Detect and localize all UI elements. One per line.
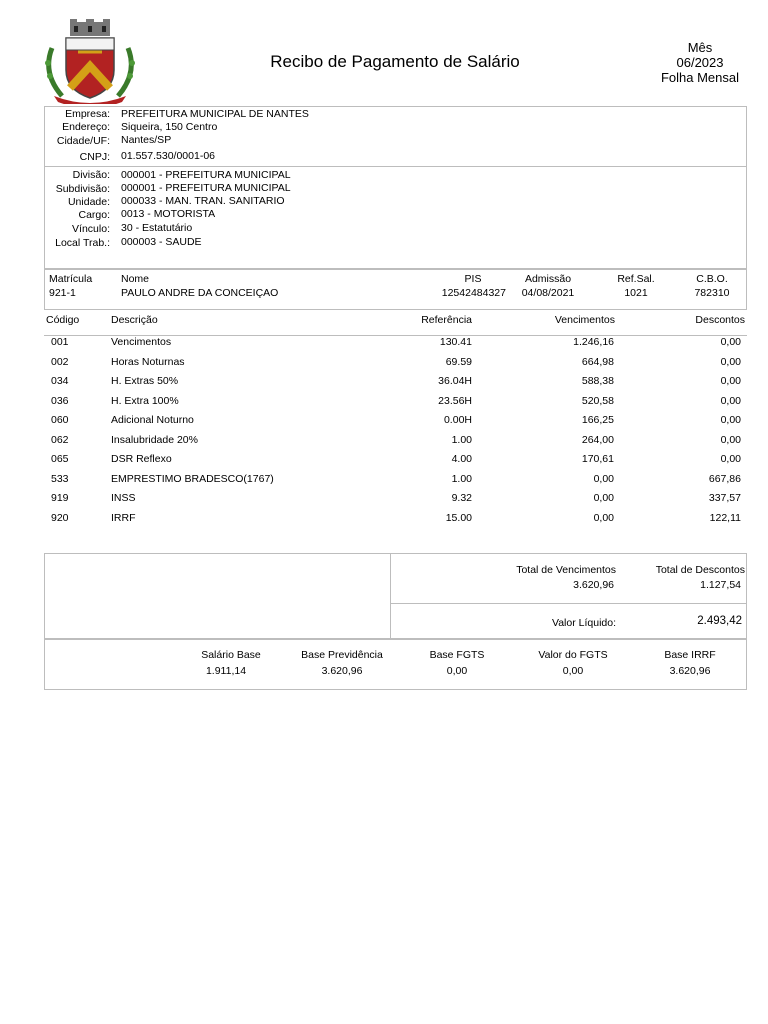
pis-value: 12542484327 xyxy=(441,287,506,299)
total-deductions-value: 1.127,54 xyxy=(700,579,741,591)
item-earnings: 0,00 xyxy=(593,472,614,485)
city-label: Cidade/UF: xyxy=(56,135,110,147)
job-label: Cargo: xyxy=(78,209,110,221)
unit-value: 000033 - MAN. TRAN. SANITARIO xyxy=(121,195,285,207)
item-code: 001 xyxy=(51,336,69,348)
col-earnings-header: Vencimentos xyxy=(554,314,615,326)
company-label: Empresa: xyxy=(65,108,110,120)
table-row xyxy=(0,492,768,511)
item-deductions: 0,00 xyxy=(720,394,741,407)
fgts-value-label: Valor do FGTS xyxy=(538,649,608,661)
month-value: 06/2023 xyxy=(676,55,724,70)
item-code: 002 xyxy=(51,355,69,368)
item-deductions: 0,00 xyxy=(720,336,741,348)
division-label: Divisão: xyxy=(72,169,110,181)
item-earnings: 0,00 xyxy=(593,492,614,504)
item-earnings: 664,98 xyxy=(581,355,614,368)
subdivision-label: Subdivisão: xyxy=(55,183,110,195)
item-earnings: 264,00 xyxy=(581,433,614,446)
item-reference: 4.00 xyxy=(451,453,472,465)
matricula-header: Matrícula xyxy=(49,273,93,285)
cnpj-value: 01.557.530/0001-06 xyxy=(121,150,216,162)
col-description-header: Descrição xyxy=(111,314,158,326)
refsal-value: 1021 xyxy=(624,287,648,299)
item-deductions: 337,57 xyxy=(708,492,741,504)
base-salary-value: 1.911,14 xyxy=(205,665,247,677)
bond-label: Vínculo: xyxy=(72,223,110,235)
item-description: Insalubridade 20% xyxy=(111,433,198,446)
item-reference: 15.00 xyxy=(445,511,472,524)
month-label: Mês xyxy=(687,40,713,55)
item-description: H. Extra 100% xyxy=(111,394,179,407)
workplace-label: Local Trab.: xyxy=(55,237,110,249)
item-code: 533 xyxy=(51,472,69,485)
item-deductions: 0,00 xyxy=(720,355,741,368)
table-row xyxy=(0,375,768,394)
table-row xyxy=(0,453,768,472)
item-code: 060 xyxy=(51,414,69,426)
division-value: 000001 - PREFEITURA MUNICIPAL xyxy=(121,169,291,181)
base-fgts-value: 0,00 xyxy=(446,665,468,677)
table-row xyxy=(0,473,768,492)
item-code: 034 xyxy=(51,375,69,387)
item-reference: 9.32 xyxy=(451,492,472,504)
net-value-label: Valor Líquido: xyxy=(551,617,616,629)
address-label: Endereço: xyxy=(62,121,110,133)
col-deductions-header: Descontos xyxy=(695,314,745,326)
base-fgts-label: Base FGTS xyxy=(429,649,485,661)
job-value: 0013 - MOTORISTA xyxy=(121,208,216,220)
fgts-value: 0,00 xyxy=(562,665,584,677)
admission-value: 04/08/2021 xyxy=(521,287,575,299)
cnpj-label: CNPJ: xyxy=(79,151,110,163)
base-salary-label: Salário Base xyxy=(201,649,261,661)
item-reference: 69.59 xyxy=(445,355,472,368)
payroll-type: Folha Mensal xyxy=(660,70,740,85)
item-code: 919 xyxy=(51,492,69,504)
item-earnings: 1.246,16 xyxy=(573,336,614,348)
base-irrf-value: 3.620,96 xyxy=(669,665,711,677)
bond-value: 30 - Estatutário xyxy=(121,222,193,234)
item-deductions: 0,00 xyxy=(720,433,741,446)
base-social-security-value: 3.620,96 xyxy=(321,665,363,677)
item-reference: 1.00 xyxy=(451,472,472,485)
item-reference: 130.41 xyxy=(439,336,472,348)
workplace-value: 000003 - SAUDE xyxy=(121,236,202,248)
item-description: Horas Noturnas xyxy=(111,355,185,368)
item-deductions: 667,86 xyxy=(708,472,741,485)
item-earnings: 520,58 xyxy=(581,394,614,407)
item-earnings: 170,61 xyxy=(581,453,614,465)
item-description: IRRF xyxy=(111,511,136,524)
table-row xyxy=(0,512,768,531)
total-earnings-value: 3.620,96 xyxy=(573,579,614,591)
items-table-header xyxy=(0,314,768,333)
net-value: 2.493,42 xyxy=(697,615,742,627)
document-title: Recibo de Pagamento de Salário xyxy=(270,52,520,71)
item-earnings: 166,25 xyxy=(581,414,614,426)
item-code: 920 xyxy=(51,511,69,524)
total-deductions-label: Total de Descontos xyxy=(655,564,745,576)
item-earnings: 0,00 xyxy=(593,511,614,524)
item-earnings: 588,38 xyxy=(581,375,614,387)
item-description: Vencimentos xyxy=(111,336,172,348)
item-description: DSR Reflexo xyxy=(111,453,172,465)
base-social-security-label: Base Previdência xyxy=(301,649,383,661)
item-deductions: 122,11 xyxy=(709,511,741,524)
total-earnings-label: Total de Vencimentos xyxy=(516,564,616,576)
employee-name: PAULO ANDRE DA CONCEIÇAO xyxy=(121,287,279,299)
table-row xyxy=(0,434,768,453)
matricula-value: 921-1 xyxy=(49,287,76,299)
company-name: PREFEITURA MUNICIPAL DE NANTES xyxy=(121,108,309,120)
pis-header: PIS xyxy=(464,273,482,285)
item-description: H. Extras 50% xyxy=(111,375,179,387)
address-value: Siqueira, 150 Centro xyxy=(121,121,218,133)
table-row xyxy=(0,414,768,433)
item-code: 065 xyxy=(51,453,69,465)
cbo-header: C.B.O. xyxy=(696,273,728,285)
base-irrf-label: Base IRRF xyxy=(664,649,716,661)
item-reference: 36.04H xyxy=(438,375,472,387)
item-reference: 1.00 xyxy=(451,433,472,446)
item-code: 062 xyxy=(51,433,69,446)
item-deductions: 0,00 xyxy=(720,453,741,465)
item-code: 036 xyxy=(51,394,69,407)
refsal-header: Ref.Sal. xyxy=(617,273,655,285)
item-deductions: 0,00 xyxy=(720,414,741,426)
table-row xyxy=(0,356,768,375)
admission-header: Admissão xyxy=(524,273,572,285)
name-header: Nome xyxy=(121,273,150,285)
item-description: EMPRESTIMO BRADESCO(1767) xyxy=(111,472,274,485)
cbo-value: 782310 xyxy=(694,287,730,299)
item-reference: 23.56H xyxy=(438,394,472,407)
table-row xyxy=(0,336,768,355)
table-row xyxy=(0,395,768,414)
item-deductions: 0,00 xyxy=(720,375,741,387)
col-code-header: Código xyxy=(46,314,80,326)
employee-section xyxy=(0,273,768,305)
items-table xyxy=(0,314,768,534)
col-reference-header: Referência xyxy=(421,314,472,326)
item-description: Adicional Noturno xyxy=(111,414,194,426)
city-value: Nantes/SP xyxy=(121,134,172,146)
unit-label: Unidade: xyxy=(67,196,110,208)
item-reference: 0.00H xyxy=(443,414,472,426)
subdivision-value: 000001 - PREFEITURA MUNICIPAL xyxy=(121,182,291,194)
item-description: INSS xyxy=(111,492,136,504)
